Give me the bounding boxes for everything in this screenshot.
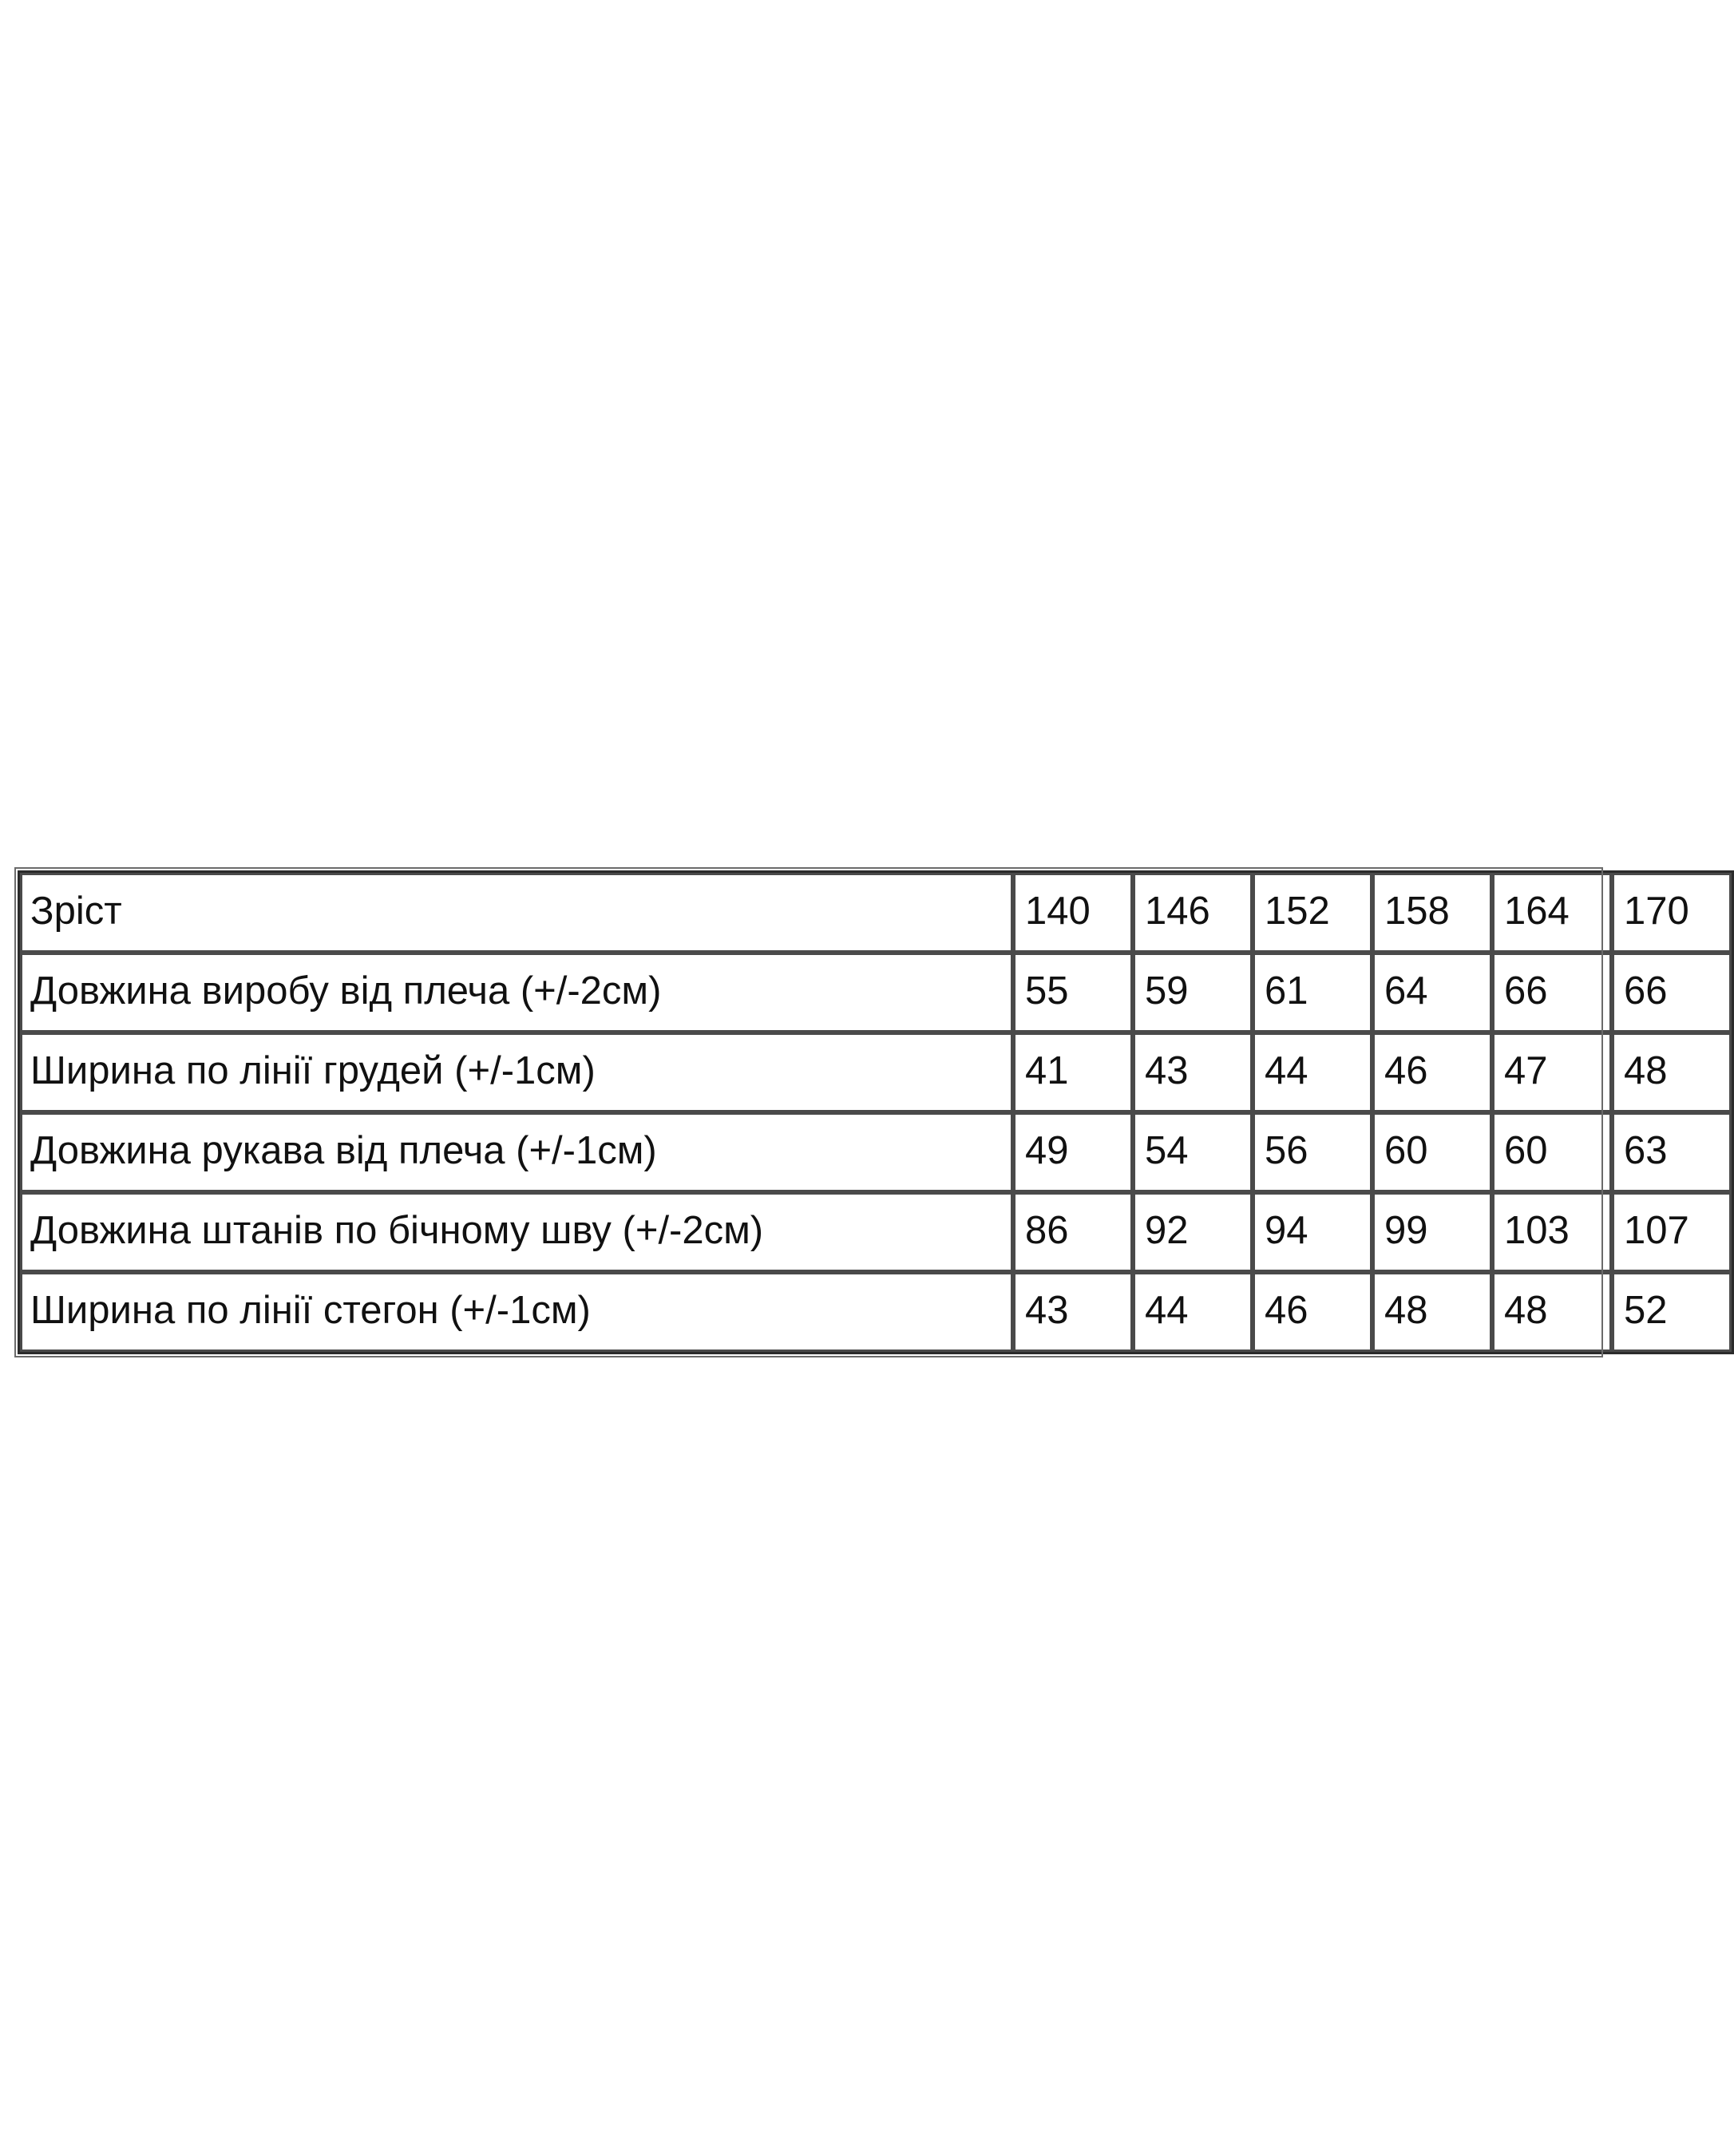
table-cell: 48 (1372, 1272, 1492, 1352)
table-cell: 46 (1372, 1032, 1492, 1112)
table-cell: 48 (1492, 1272, 1612, 1352)
table-cell: 107 (1612, 1192, 1732, 1272)
table-cell: 103 (1492, 1192, 1612, 1272)
table-cell: 52 (1612, 1272, 1732, 1352)
row-label: Довжина штанів по бічному шву (+/-2см) (20, 1192, 1013, 1272)
table-cell: 43 (1133, 1032, 1253, 1112)
table-cell: 63 (1612, 1112, 1732, 1192)
table-cell: 43 (1013, 1272, 1133, 1352)
table-cell: 164 (1492, 873, 1612, 953)
table-cell: 54 (1133, 1112, 1253, 1192)
table-cell: 99 (1372, 1192, 1492, 1272)
table-cell: 86 (1013, 1192, 1133, 1272)
table-cell: 146 (1133, 873, 1253, 953)
table-cell: 140 (1013, 873, 1133, 953)
table-cell: 61 (1253, 953, 1372, 1032)
table-cell: 41 (1013, 1032, 1133, 1112)
row-label: Ширина по лінії грудей (+/-1см) (20, 1032, 1013, 1112)
row-label: Ширина по лінії стегон (+/-1см) (20, 1272, 1013, 1352)
row-label: Зріст (20, 873, 1013, 953)
table-cell: 49 (1013, 1112, 1133, 1192)
table-cell: 170 (1612, 873, 1732, 953)
table-cell: 158 (1372, 873, 1492, 953)
table-row (20, 1192, 1732, 1272)
table-cell: 60 (1492, 1112, 1612, 1192)
table-cell: 152 (1253, 873, 1372, 953)
table-cell: 47 (1492, 1032, 1612, 1112)
row-label: Довжина виробу від плеча (+/-2см) (20, 953, 1013, 1032)
table-row (20, 873, 1732, 953)
table-cell: 92 (1133, 1192, 1253, 1272)
table-row (20, 953, 1732, 1032)
table-cell: 60 (1372, 1112, 1492, 1192)
table-cell: 44 (1133, 1272, 1253, 1352)
table-cell: 44 (1253, 1032, 1372, 1112)
table-cell: 94 (1253, 1192, 1372, 1272)
table-cell: 46 (1253, 1272, 1372, 1352)
size-chart-table-container (18, 870, 1689, 1354)
size-chart-table (18, 870, 1734, 1354)
table-cell: 48 (1612, 1032, 1732, 1112)
table-cell: 55 (1013, 953, 1133, 1032)
table-row (20, 1032, 1732, 1112)
table-row (20, 1112, 1732, 1192)
table-row (20, 1272, 1732, 1352)
row-label: Довжина рукава від плеча (+/-1см) (20, 1112, 1013, 1192)
table-cell: 66 (1492, 953, 1612, 1032)
table-cell: 64 (1372, 953, 1492, 1032)
table-cell: 59 (1133, 953, 1253, 1032)
table-cell: 56 (1253, 1112, 1372, 1192)
table-cell: 66 (1612, 953, 1732, 1032)
